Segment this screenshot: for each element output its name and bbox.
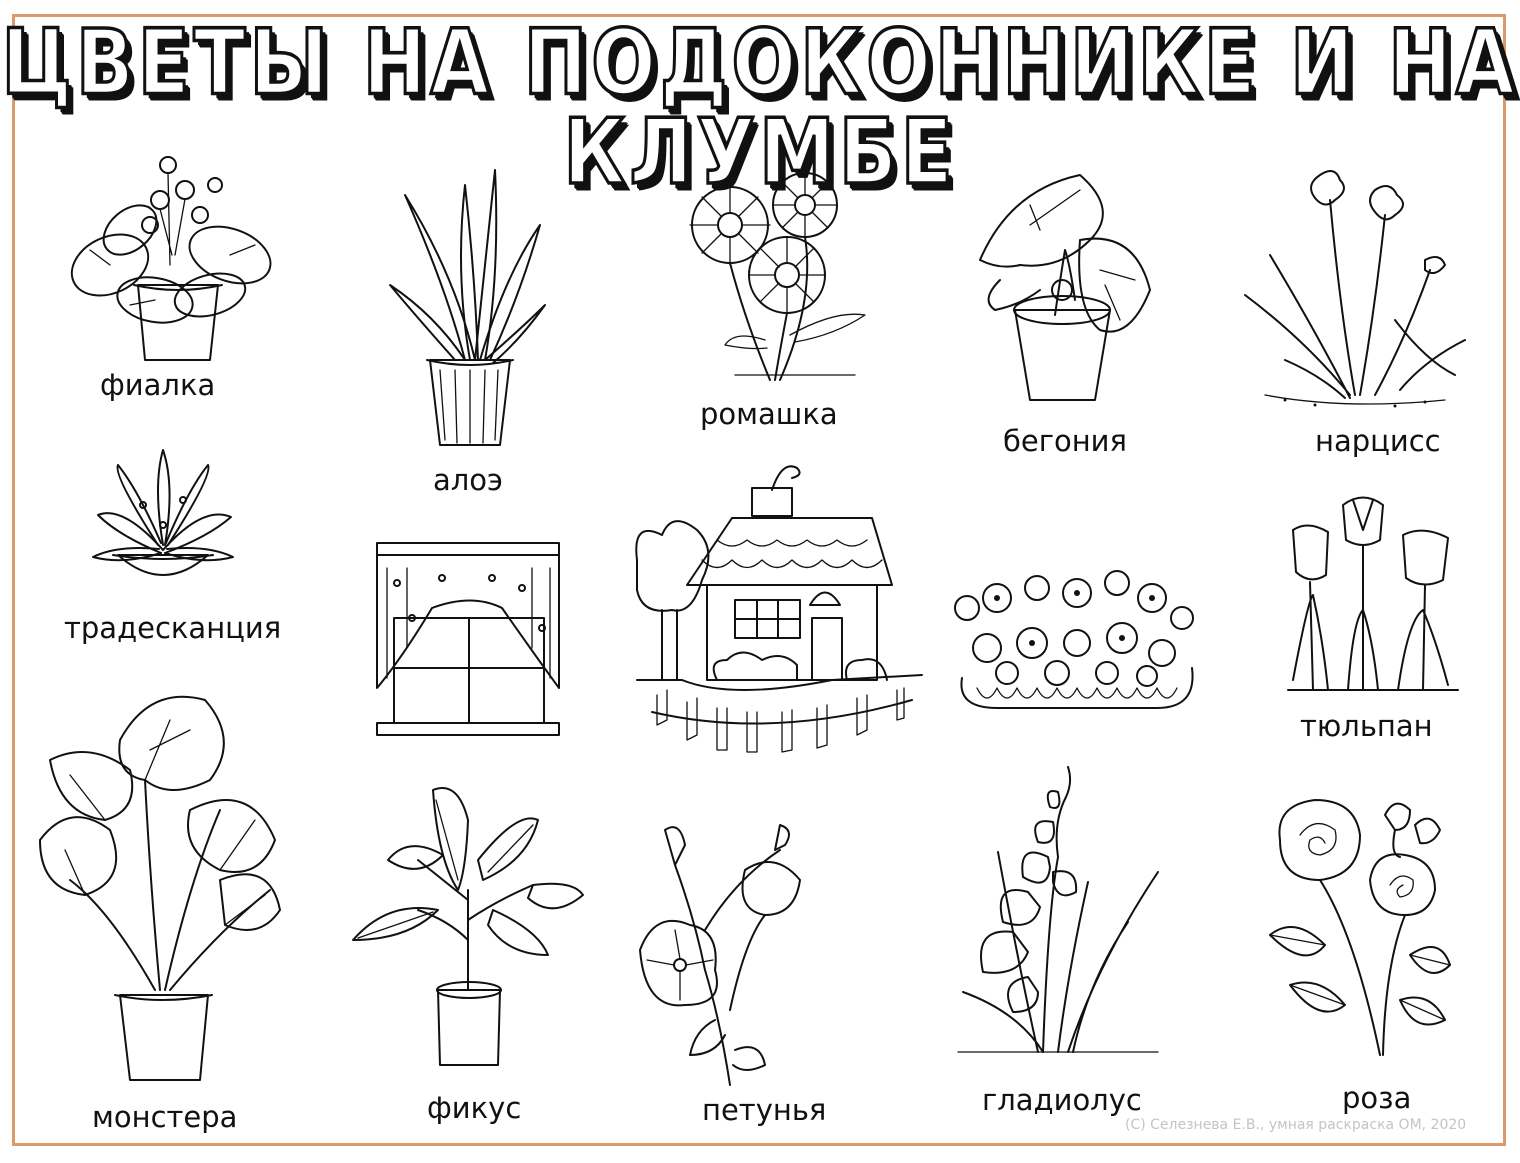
monstera-illustration: [30, 680, 285, 1090]
label-fialka: фиалка: [100, 368, 216, 402]
page-title: ЦВЕТЫ НА ПОДОКОННИКЕ И НА КЛУМБЕ: [1, 9, 1519, 205]
narcissus-illustration: [1225, 160, 1470, 415]
label-monstera: монстера: [92, 1100, 238, 1134]
rose-illustration: [1265, 785, 1455, 1070]
gladiolus-illustration: [958, 762, 1163, 1062]
label-roza: роза: [1342, 1081, 1412, 1115]
copyright-note: (С) Селезнева Е.В., умная раскраска ОМ, 2020: [1125, 1117, 1467, 1133]
label-tulpan: тюльпан: [1300, 709, 1433, 743]
label-fikus: фикус: [427, 1091, 522, 1125]
ficus-illustration: [348, 780, 588, 1075]
label-romashka: ромашка: [700, 397, 838, 431]
label-narciss: нарцисс: [1315, 424, 1441, 458]
aloe-illustration: [385, 165, 550, 455]
flowerbed-illustration: [937, 558, 1205, 718]
label-aloe: алоэ: [433, 463, 503, 497]
label-petunia: петунья: [702, 1093, 827, 1127]
tulips-illustration: [1288, 490, 1458, 700]
begonia-illustration: [970, 170, 1155, 405]
petunia-illustration: [635, 820, 805, 1092]
label-begonia: бегония: [1003, 424, 1127, 458]
chamomile-illustration: [675, 170, 875, 385]
violet-illustration: [60, 145, 275, 365]
house-illustration: [632, 450, 932, 760]
tradescantia-illustration: [83, 445, 243, 595]
label-tradescantia: традесканция: [64, 611, 282, 645]
window-illustration: [372, 538, 564, 740]
label-gladiolus: гладиолус: [982, 1083, 1142, 1117]
